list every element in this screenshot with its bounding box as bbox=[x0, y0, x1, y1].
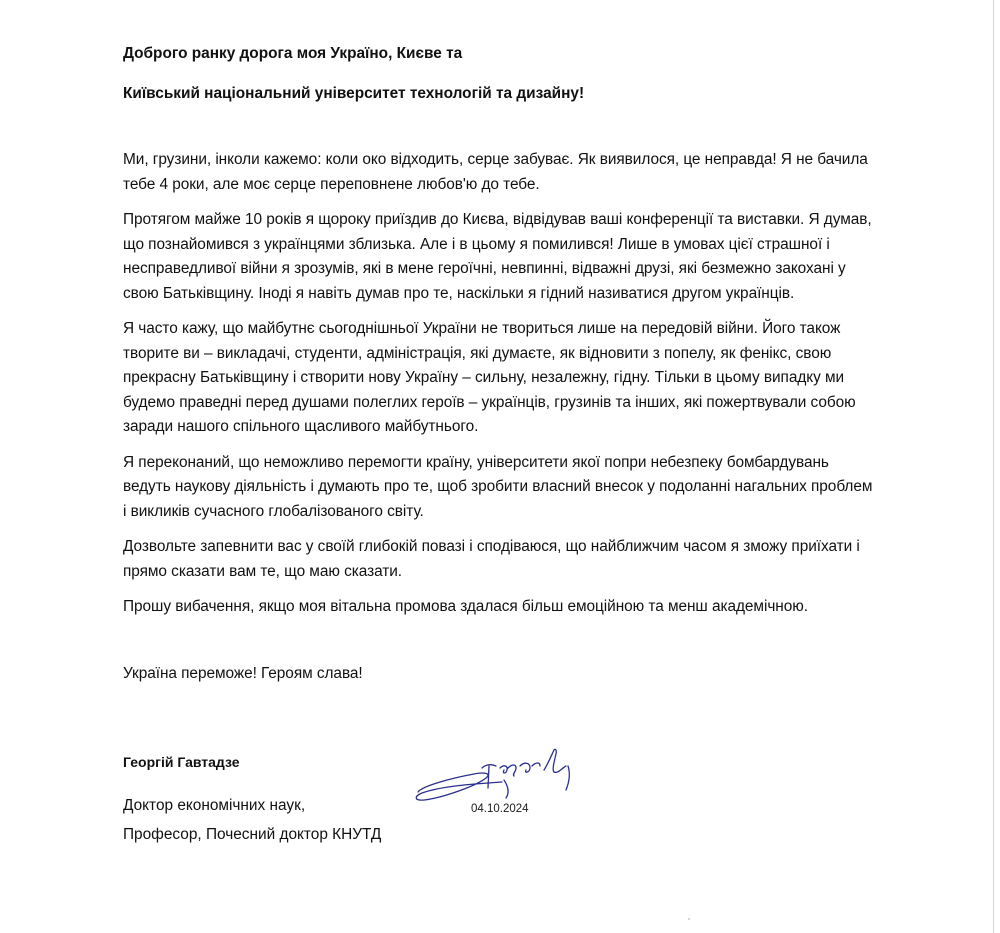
paragraph-5: Дозвольте запевнити вас у своїй глибокій повазі і сподіваюся, що найближчим часом я зможу приїхати і прямо сказати вам те, що маю сказати. bbox=[123, 538, 860, 580]
paragraph-6: Прошу вибачення, якщо моя вітальна промова здалася більш емоційною та менш академічною. bbox=[123, 598, 808, 615]
paragraph-4: Я переконаний, що неможливо перемогти країну, університети якої попри небезпеку бомбардувань ведуть наукову діяльність і думають про те, щоб зробити власний внесок у подоланні нагальних проблем і викликів сучасного глобалізованого світу. bbox=[123, 453, 873, 520]
signatory-title-line-1: Доктор економічних наук, bbox=[123, 797, 306, 814]
greeting-line-2: Київський національний університет технологій та дизайну! bbox=[123, 84, 585, 102]
signatory-title-line-2: Професор, Почесний доктор КНУТД bbox=[123, 826, 382, 843]
paragraph-2: Протягом майже 10 років я щороку приїздив до Києва, відвідував ваші конференції та виставки. Я думав, що познайомився з українцями зблизька. Але і в цьому я помилився! Лише в умовах цієї страшної і несправедливої війни я зрозумів, які в мене героїчні, невпинні, відважні друзі, які безмежно закохані у свою Батьківщину. Іноді я навіть думав про те, наскільки я гідний називатися другом українців. bbox=[123, 211, 872, 302]
signature-date: 04.10.2024 bbox=[471, 803, 529, 815]
page-edge-line bbox=[993, 0, 994, 933]
scan-speck bbox=[688, 918, 690, 920]
signatory-name: Георгій Гавтадзе bbox=[123, 754, 240, 770]
closing-line: Україна переможе! Героям слава! bbox=[123, 664, 363, 682]
paragraph-3: Я часто кажу, що майбутнє сьогоднішньої України не твориться лише на передовій війни. Його також творите ви – викладачі, студенти, адміністрація, які думаєте, як відновити з попелу, як фенікс, свою прекрасну Батьківщину і створити нову Україну – сильну, незалежну, гідну. Тільки в цьому випадку ми будемо праведні перед душами полеглих героїв – українців, грузинів та інших, які пожертвували собою заради нашого спільного щасливого майбутнього. bbox=[123, 320, 856, 435]
letter-body bbox=[123, 38, 873, 686]
greeting-line-1: Доброго ранку дорога моя Україно, Києве та bbox=[123, 45, 463, 62]
paragraph-1: Ми, грузини, інколи кажемо: коли око відходить, серце забуває. Як виявилося, це неправда! Я не бачила тебе 4 роки, але моє серце переповнене любов'ю до тебе. bbox=[123, 151, 868, 193]
